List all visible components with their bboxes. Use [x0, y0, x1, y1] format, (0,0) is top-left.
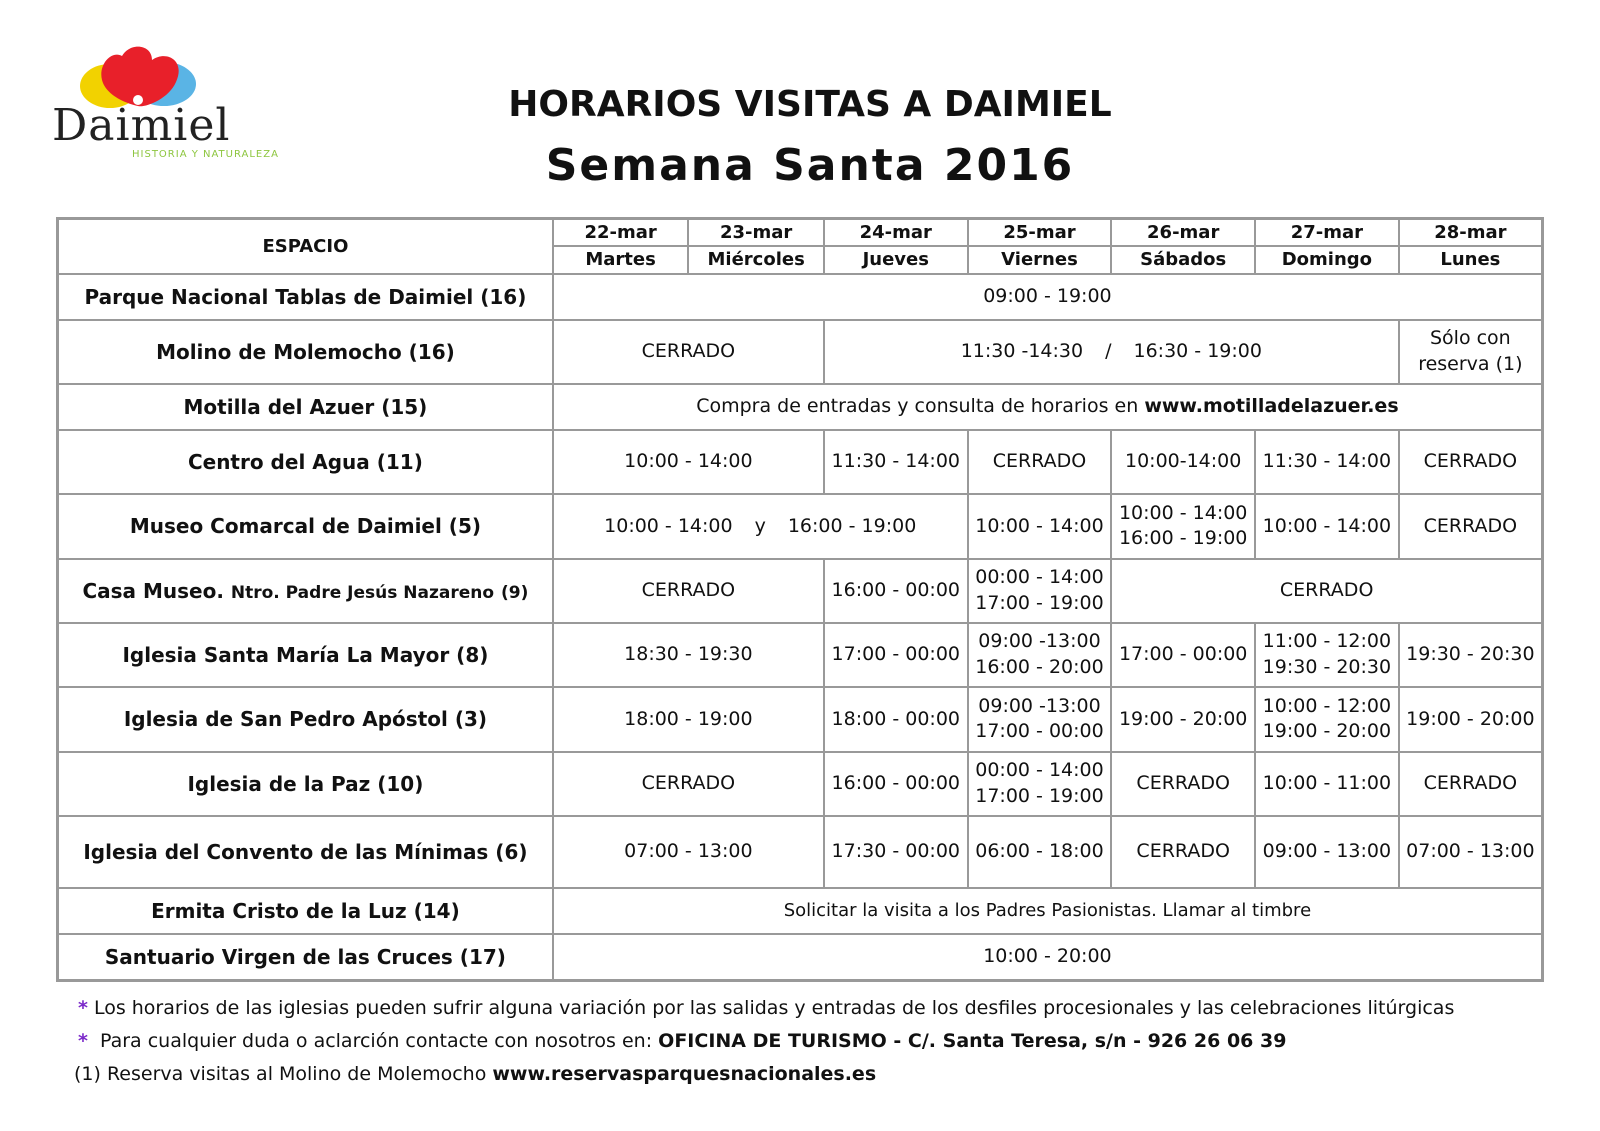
- schedule-cell: 17:00 - 00:00: [824, 623, 968, 687]
- separator: /: [1105, 339, 1112, 362]
- schedule-cell: 19:00 - 20:00: [1399, 687, 1543, 751]
- space-name: Parque Nacional Tablas de Daimiel (16): [58, 274, 553, 320]
- schedule-cell: CERRADO: [1399, 430, 1543, 494]
- cell-line: 19:00 - 20:00: [1262, 720, 1392, 743]
- schedule-cell: CERRADO: [1399, 752, 1543, 816]
- table-row: [58, 274, 1543, 320]
- schedule-cell: 18:00 - 19:00: [553, 687, 824, 751]
- table-row: [58, 888, 1543, 934]
- day-date: 26-mar: [1111, 219, 1255, 247]
- schedule-cell: [968, 687, 1112, 751]
- table-row: [58, 430, 1543, 494]
- day-date: 23-mar: [688, 219, 824, 247]
- footnote-text: Los horarios de las iglesias pueden sufrir alguna variación por las salidas y entradas de los desfiles procesionales y las celebraciones litúrgicas: [93, 997, 1455, 1019]
- schedule-cell: 10:00 - 14:00: [1255, 494, 1399, 558]
- schedule-cell: Solicitar la visita a los Padres Pasionistas. Llamar al timbre: [553, 888, 1543, 934]
- daimiel-logo: [52, 44, 302, 174]
- schedule-cell: [968, 623, 1112, 687]
- cell-line: 10:00 - 14:00: [1118, 501, 1248, 524]
- schedule-cell: 10:00 - 11:00: [1255, 752, 1399, 816]
- time-range: 16:30 - 19:00: [1133, 339, 1262, 362]
- cell-line: 00:00 - 14:00: [975, 759, 1104, 782]
- asterisk: *: [78, 1030, 88, 1052]
- cell-line: 16:00 - 20:00: [975, 656, 1104, 679]
- schedule-cell: CERRADO: [1111, 816, 1255, 889]
- cell-line: Sólo con: [1429, 327, 1511, 350]
- schedule-cell: [553, 494, 968, 558]
- table-row: [58, 384, 1543, 430]
- footnote-churches: [78, 997, 1454, 1019]
- footnote-text: Para cualquier duda o aclarción contacte con nosotros en:: [99, 1030, 653, 1052]
- day-name: Miércoles: [688, 246, 824, 274]
- schedule-cell: 11:30 - 14:00: [824, 430, 968, 494]
- schedule-cell: [1399, 320, 1543, 384]
- time-range: 11:30 -14:30: [960, 339, 1084, 362]
- cell-line: 11:00 - 12:00: [1262, 630, 1392, 653]
- table-row: [58, 816, 1543, 889]
- schedule-cell: 10:00 - 14:00: [553, 430, 824, 494]
- cell-line: reserva (1): [1418, 352, 1523, 375]
- logo-tagline: HISTORIA Y NATURALEZA: [132, 149, 279, 160]
- space-name: Santuario Virgen de las Cruces (17): [58, 934, 553, 980]
- space-name: Iglesia de la Paz (10): [58, 752, 553, 816]
- schedule-cell: [1255, 687, 1399, 751]
- footnote-text: (1) Reserva visitas al Molino de Molemocho: [74, 1063, 487, 1085]
- space-name: Centro del Agua (11): [58, 430, 553, 494]
- table-row: [58, 687, 1543, 751]
- schedule-cell: 09:00 - 19:00: [553, 274, 1543, 320]
- schedule-table: [56, 217, 1544, 982]
- space-name: [58, 559, 553, 623]
- schedule-cell: 09:00 - 13:00: [1255, 816, 1399, 889]
- header-row-dates: [58, 219, 1543, 247]
- schedule-cell: 16:00 - 00:00: [824, 752, 968, 816]
- day-name: Martes: [553, 246, 689, 274]
- reservation-link[interactable]: www.reservasparquesnacionales.es: [492, 1063, 877, 1085]
- separator: y: [754, 514, 766, 537]
- day-date: 24-mar: [824, 219, 968, 247]
- schedule-cell: 19:30 - 20:30: [1399, 623, 1543, 687]
- space-name-main: Casa Museo.: [82, 578, 224, 603]
- schedule-cell: [968, 752, 1112, 816]
- schedule-cell: 11:30 - 14:00: [1255, 430, 1399, 494]
- space-name: Molino de Molemocho (16): [58, 320, 553, 384]
- cell-line: 10:00 - 12:00: [1262, 694, 1392, 717]
- time-range: 10:00 - 14:00: [604, 514, 733, 537]
- cell-line: 19:30 - 20:30: [1262, 656, 1392, 679]
- cell-line: 16:00 - 19:00: [1118, 527, 1248, 550]
- space-name-detail: Ntro. Padre Jesús Nazareno: [230, 582, 495, 603]
- schedule-cell: 07:00 - 13:00: [1399, 816, 1543, 889]
- schedule-cell: [1255, 623, 1399, 687]
- schedule-cell: 07:00 - 13:00: [553, 816, 824, 889]
- schedule-cell: 17:00 - 00:00: [1111, 623, 1255, 687]
- space-name: Ermita Cristo de la Luz (14): [58, 888, 553, 934]
- footnote-contact: [78, 1030, 1286, 1052]
- schedule-cell: CERRADO: [1111, 752, 1255, 816]
- day-date: 27-mar: [1255, 219, 1399, 247]
- asterisk: *: [78, 997, 88, 1019]
- space-name: Motilla del Azuer (15): [58, 384, 553, 430]
- day-date: 22-mar: [553, 219, 689, 247]
- schedule-cell: [553, 384, 1543, 430]
- day-name: Lunes: [1399, 246, 1543, 274]
- logo-wordmark: Daimiel: [52, 100, 231, 151]
- cell-text: Compra de entradas y consulta de horarios en: [696, 395, 1139, 418]
- schedule-cell: 10:00-14:00: [1111, 430, 1255, 494]
- schedule-cell: [824, 320, 1399, 384]
- cell-line: 09:00 -13:00: [978, 630, 1101, 653]
- day-name: Viernes: [968, 246, 1112, 274]
- schedule-cell: CERRADO: [1399, 494, 1543, 558]
- motilla-link[interactable]: www.motilladelazuer.es: [1144, 395, 1399, 418]
- space-name: Museo Comarcal de Daimiel (5): [58, 494, 553, 558]
- schedule-cell: CERRADO: [553, 752, 824, 816]
- day-name: Domingo: [1255, 246, 1399, 274]
- cell-line: 17:00 - 19:00: [975, 591, 1104, 614]
- schedule-cell: 16:00 - 00:00: [824, 559, 968, 623]
- space-name: Iglesia del Convento de las Mínimas (6): [58, 816, 553, 889]
- table-row: [58, 934, 1543, 980]
- table-row: [58, 320, 1543, 384]
- table-row: [58, 494, 1543, 558]
- space-header: ESPACIO: [58, 219, 553, 274]
- time-range: 16:00 - 19:00: [787, 514, 917, 537]
- schedule-cell: [968, 559, 1112, 623]
- space-name: Iglesia Santa María La Mayor (8): [58, 623, 553, 687]
- day-date: 28-mar: [1399, 219, 1543, 247]
- schedule-cell: CERRADO: [1111, 559, 1542, 623]
- footnote-reservation: [74, 1063, 876, 1085]
- day-date: 25-mar: [968, 219, 1112, 247]
- schedule-cell: CERRADO: [553, 559, 824, 623]
- schedule-cell: 10:00 - 14:00: [968, 494, 1112, 558]
- table-row: [58, 752, 1543, 816]
- schedule-cell: 06:00 - 18:00: [968, 816, 1112, 889]
- schedule-cell: 17:30 - 00:00: [824, 816, 968, 889]
- day-name: Jueves: [824, 246, 968, 274]
- page-title: HORARIOS VISITAS A DAIMIEL: [508, 84, 1112, 125]
- schedule-cell: 19:00 - 20:00: [1111, 687, 1255, 751]
- table-row: [58, 623, 1543, 687]
- space-name: Iglesia de San Pedro Apóstol (3): [58, 687, 553, 751]
- table-row: [58, 559, 1543, 623]
- tourism-office-contact: OFICINA DE TURISMO - C/. Santa Teresa, s/n - 926 26 06 39: [658, 1030, 1287, 1052]
- schedule-cell: [1111, 494, 1255, 558]
- schedule-cell: CERRADO: [553, 320, 824, 384]
- schedule-cell: 18:30 - 19:30: [553, 623, 824, 687]
- schedule-cell: 18:00 - 00:00: [824, 687, 968, 751]
- space-name-number: (9): [501, 582, 529, 603]
- page-subtitle: Semana Santa 2016: [545, 140, 1075, 191]
- cell-line: 17:00 - 19:00: [975, 784, 1104, 807]
- cell-line: 17:00 - 00:00: [975, 720, 1104, 743]
- day-name: Sábados: [1111, 246, 1255, 274]
- cell-line: 09:00 -13:00: [978, 694, 1101, 717]
- schedule-cell: CERRADO: [968, 430, 1112, 494]
- schedule-cell: 10:00 - 20:00: [553, 934, 1543, 980]
- cell-line: 00:00 - 14:00: [975, 566, 1104, 589]
